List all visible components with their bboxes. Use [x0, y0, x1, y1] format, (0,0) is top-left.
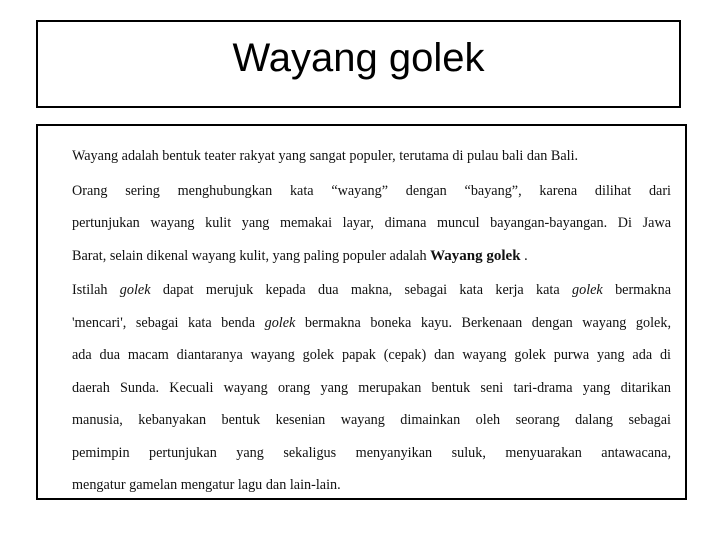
- slide-title: Wayang golek: [232, 35, 485, 80]
- title-box: [36, 20, 681, 108]
- text-span: bermakna: [602, 282, 671, 298]
- text-span: 'mencari', sebagai kata benda: [72, 314, 265, 331]
- italic-term: golek: [264, 314, 296, 331]
- text-span: dapat merujuk kepada dua makna, sebagai kata kerja kata: [150, 282, 572, 298]
- text-line: [72, 307, 671, 340]
- paragraph-2: [72, 175, 671, 273]
- text-span: Barat, selain dikenal wayang kulit, yang paling populer adalah: [72, 247, 431, 264]
- text-line: manusia, kebanyakan bentuk kesenian wayang dimainkan oleh seorang dalang sebagai: [72, 412, 671, 428]
- text-line: Wayang adalah bentuk teater rakyat yang sangat populer, terutama di pulau bali dan Bali.: [72, 148, 579, 164]
- text-line: ada dua macam diantaranya wayang golek papak (cepak) dan wayang golek purwa yang ada di: [72, 347, 671, 363]
- content-box: [36, 124, 687, 500]
- bold-term: Wayang golek: [430, 247, 521, 264]
- text-span: .: [520, 247, 528, 264]
- text-line: daerah Sunda. Kecuali wayang orang yang merupakan bentuk seni tari-drama yang ditarikan: [72, 379, 671, 396]
- text-span: bermakna boneka kayu. Berkenaan dengan wayang golek,: [295, 314, 671, 331]
- text-line: pemimpin pertunjukan yang sekaligus menyanyikan suluk, menyuarakan antawacana,: [72, 444, 671, 461]
- text-line: mengatur gamelan mengatur lagu dan lain-lain.: [72, 477, 341, 493]
- italic-term: golek: [572, 282, 603, 298]
- text-line: [72, 274, 671, 307]
- paragraph-1: [72, 140, 671, 173]
- text-line: Orang sering menghubungkan kata “wayang” dengan “bayang”, karena dilihat dari: [72, 182, 671, 199]
- text-line: pertunjukan wayang kulit yang memakai layar, dimana muncul bayangan-bayangan. Di Jawa: [72, 215, 671, 231]
- text-span: Istilah: [72, 282, 120, 298]
- text-line: [72, 240, 671, 273]
- paragraph-3: [72, 274, 671, 502]
- italic-term: golek: [119, 282, 151, 298]
